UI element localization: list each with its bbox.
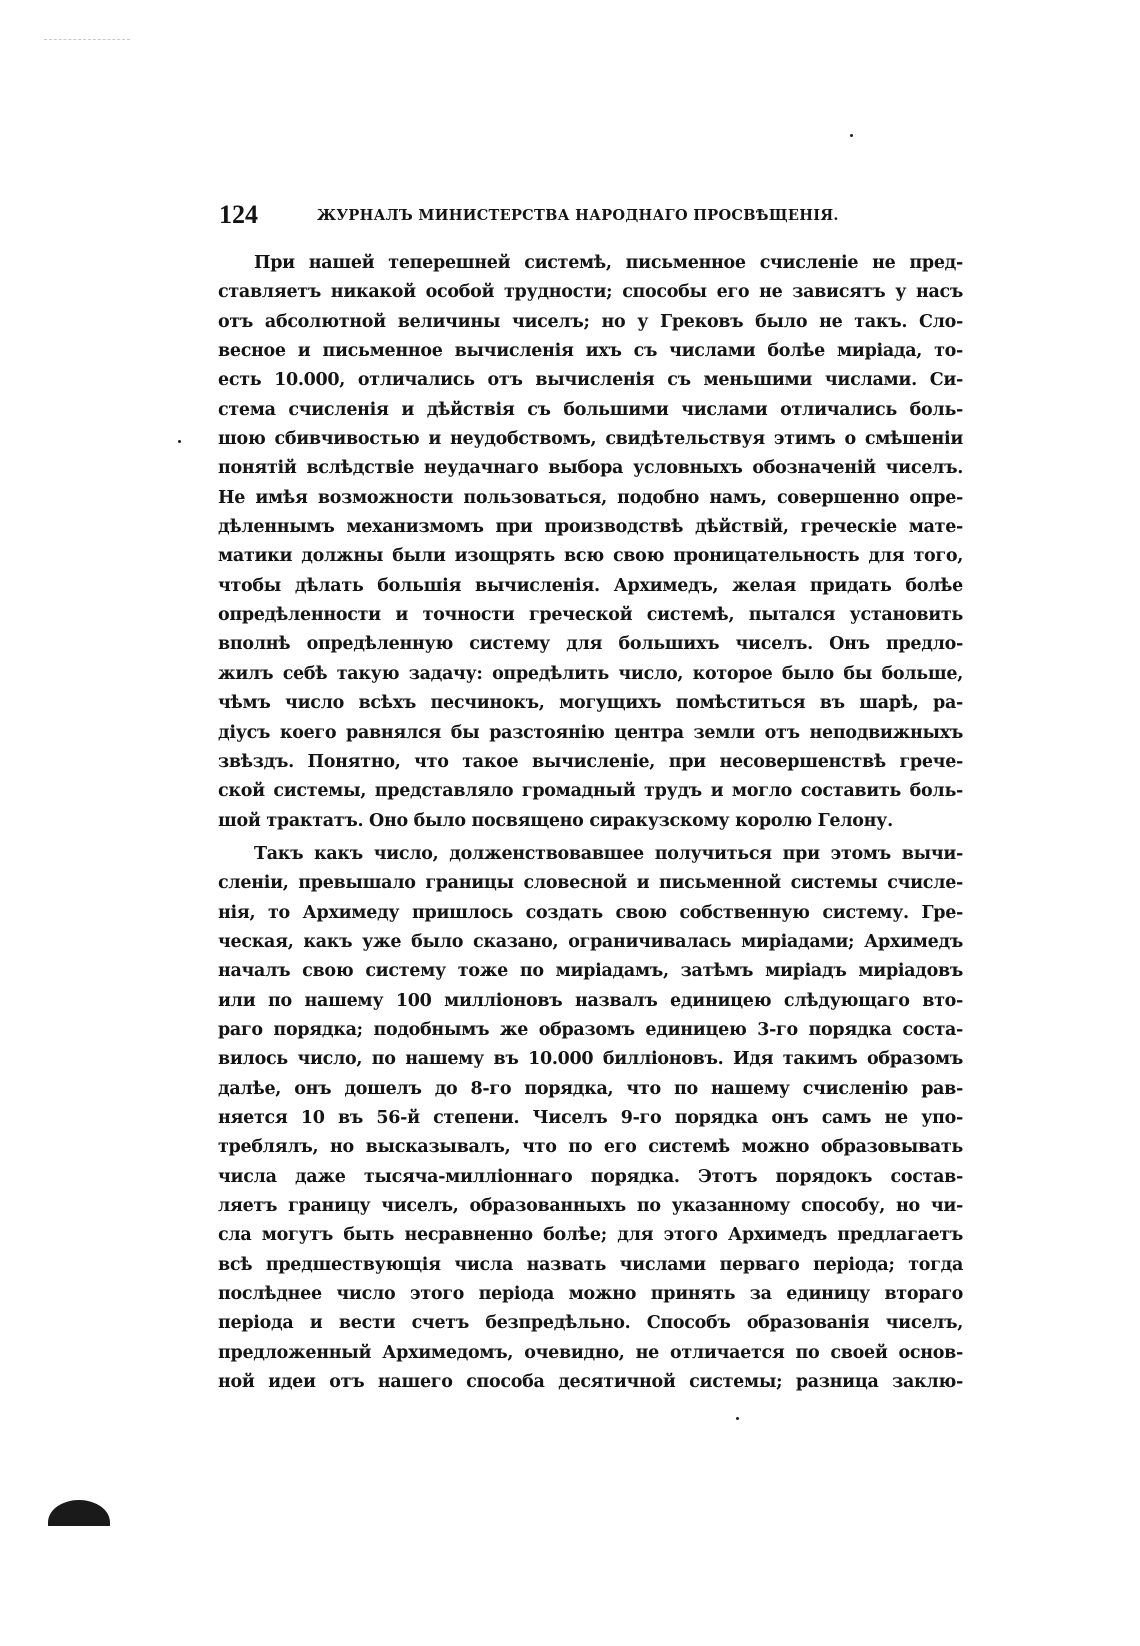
- text-line: матики должны были изощрять всю свою проницательность для того,: [218, 546, 963, 567]
- text-line: или по нашему 100 милліоновъ назвалъ единицею слѣдующаго вто-: [218, 990, 963, 1011]
- text-line: звѣздъ. Понятно, что такое вычисленіе, при несовершенствѣ грече-: [218, 751, 963, 772]
- text-line: шою сбивчивостью и неудобствомъ, свидѣтельствуя этимъ о смѣшеніи: [218, 429, 963, 450]
- text-line: началъ свою систему тоже по миріадамъ, затѣмъ миріадъ миріадовъ: [218, 961, 963, 982]
- text-line: ской системы, представляло громадный трудъ и могло составить боль-: [218, 781, 963, 802]
- text-line: нія, то Архимеду пришлось создать свою собственную систему. Гре-: [218, 902, 963, 923]
- text-line: діусъ коего равнялся бы разстоянію центра земли отъ неподвижныхъ: [218, 722, 963, 743]
- text-line: Не имѣя возможности пользоваться, подобно намъ, совершенно опре-: [218, 487, 963, 508]
- running-title: ЖУРНАЛЪ МИНИСТЕРСТВА НАРОДНАГО ПРОСВѢЩЕНІЯ.: [317, 207, 839, 224]
- text-line: шой трактатъ. Оно было посвящено сиракузскому королю Гелону.: [218, 810, 893, 831]
- text-line: вполнѣ опредѣленную систему для большихъ чиселъ. Онъ предло-: [218, 634, 963, 655]
- text-line: При нашей теперешней системѣ, письменное счисленіе не пред-: [254, 253, 963, 273]
- text-line: періода и вести счетъ безпредѣльно. Способъ образованія чиселъ,: [218, 1313, 963, 1334]
- text-line: стема счисленія и дѣйствія съ большими числами отличались боль-: [218, 399, 963, 420]
- text-line: весное и письменное вычисленія ихъ съ числами болѣе миріада, то-: [218, 341, 963, 362]
- paragraph-2: [218, 840, 963, 1398]
- text-line: послѣднее число этого періода можно принять за единицу втораго: [218, 1284, 963, 1305]
- text-line: понятій вслѣдствіе неудачнаго выбора условныхъ обозначеній чиселъ.: [218, 458, 963, 479]
- paragraph-1: [218, 249, 963, 836]
- text-line: дѣленнымъ механизмомъ при производствѣ дѣйствій, греческіе мате-: [218, 517, 963, 538]
- text-line: опредѣленности и точности греческой системѣ, пытался установить: [218, 605, 963, 626]
- page-number: 124: [219, 200, 258, 229]
- scan-speck: [850, 134, 853, 137]
- text-line: няется 10 въ 56-й степени. Чиселъ 9-го порядка онъ самъ не упо-: [218, 1107, 963, 1128]
- text-line: чѣмъ число всѣхъ песчинокъ, могущихъ помѣститься въ шарѣ, ра-: [218, 693, 963, 714]
- text-line: вилось число, по нашему въ 10.000 билліоновъ. Идя такимъ образомъ: [218, 1049, 963, 1070]
- scan-thumb-shadow: [48, 1500, 110, 1526]
- text-line: чтобы дѣлать большія вычисленія. Архимедъ, желая придать болѣе: [218, 575, 963, 596]
- text-line: раго порядка; подобнымъ же образомъ единицею 3-го порядка соста-: [218, 1019, 963, 1040]
- scan-artifact-rule: [44, 39, 130, 40]
- text-body: [218, 249, 963, 1397]
- text-line: сленіи, превышало границы словесной и письменной системы счисле-: [218, 873, 963, 894]
- text-line: всѣ предшествующія числа назвать числами перваго періода; тогда: [218, 1254, 963, 1275]
- text-line: отъ абсолютной величины чиселъ; но у Грековъ было не такъ. Сло-: [218, 311, 963, 332]
- text-line: Такъ какъ число, долженствовавшее получиться при этомъ вычи-: [254, 843, 963, 864]
- text-line: сла могутъ быть несравненно болѣе; для этого Архимедъ предлагаетъ: [218, 1225, 963, 1246]
- text-line: треблялъ, но высказывалъ, что по его системѣ можно образовывать: [218, 1137, 963, 1158]
- scan-speck: [736, 1417, 739, 1420]
- text-line: ставляетъ никакой особой трудности; способы его не зависятъ у насъ: [218, 282, 963, 303]
- text-line: ляетъ границу чиселъ, образованныхъ по указанному способу, но чи-: [218, 1196, 963, 1216]
- running-head: [219, 200, 961, 230]
- text-line: ческая, какъ уже было сказано, ограничивалась миріадами; Архимедъ: [218, 931, 963, 952]
- scan-speck: [178, 440, 181, 443]
- text-line: числа даже тысяча-милліоннаго порядка. Этотъ порядокъ состав-: [218, 1166, 963, 1187]
- text-line: ной идеи отъ нашего способа десятичной системы; разница заклю-: [218, 1372, 963, 1393]
- text-line: есть 10.000, отличались отъ вычисленія съ меньшими числами. Си-: [218, 370, 963, 391]
- text-line: далѣе, онъ дошелъ до 8-го порядка, что по нашему счисленію рав-: [218, 1078, 963, 1099]
- text-line: предложенный Архимедомъ, очевидно, не отличается по своей основ-: [218, 1342, 963, 1363]
- text-line: жилъ себѣ такую задачу: опредѣлить число, которое было бы больше,: [218, 663, 963, 684]
